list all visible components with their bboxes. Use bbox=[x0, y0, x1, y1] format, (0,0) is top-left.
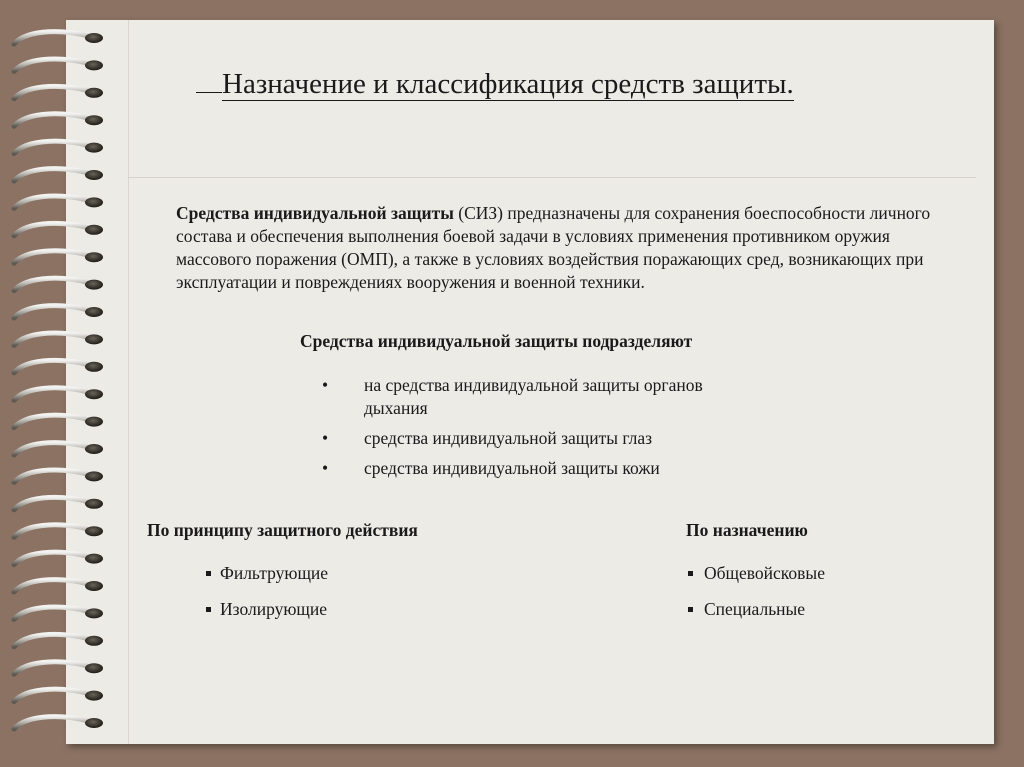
title-divider bbox=[128, 177, 976, 178]
spiral-ring bbox=[14, 717, 103, 729]
spiral-ring bbox=[14, 497, 103, 509]
list-item bbox=[322, 374, 742, 420]
spiral-ring bbox=[14, 525, 103, 537]
slide-title bbox=[196, 68, 956, 101]
spiral-ring bbox=[14, 470, 103, 482]
spiral-ring bbox=[14, 443, 103, 455]
bullet-icon: • bbox=[322, 428, 329, 448]
spiral-ring bbox=[14, 333, 103, 345]
subdivision-list bbox=[322, 374, 742, 487]
list-item-text: на средства индивидуальной защиты органов дыхания bbox=[364, 375, 703, 418]
square-bullet-icon bbox=[206, 571, 211, 576]
definition-text: (СИЗ) предназначены для сохранения боеспособности личного состава и обеспечения выполнения боевой задачи в условиях применения противником оружия массового поражения (ОМП), а также в условиях воздействия поражающих сред, возникающих при эксплуатации и повреждениях вооружения и военной техники. bbox=[176, 203, 931, 292]
subdivision-heading: Средства индивидуальной защиты подразделяют bbox=[300, 331, 693, 351]
spiral-ring bbox=[14, 59, 103, 71]
list-item-text: Изолирующие bbox=[220, 599, 328, 619]
square-bullet-icon bbox=[206, 607, 211, 612]
spiral-ring bbox=[14, 662, 103, 674]
bullet-icon: • bbox=[322, 458, 329, 478]
spiral-ring bbox=[14, 86, 103, 98]
spiral-ring bbox=[14, 169, 103, 181]
spiral-ring bbox=[14, 580, 103, 592]
spiral-ring bbox=[14, 32, 103, 44]
spiral-binding bbox=[8, 22, 118, 742]
spiral-ring bbox=[14, 251, 103, 263]
principle-list bbox=[206, 562, 328, 634]
spiral-ring bbox=[14, 278, 103, 290]
spiral-ring bbox=[14, 360, 103, 372]
spiral-ring bbox=[14, 634, 103, 646]
list-item-text: Специальные bbox=[704, 599, 806, 619]
list-item-text: средства индивидуальной защиты кожи bbox=[364, 458, 660, 478]
list-item bbox=[206, 562, 328, 598]
definition-paragraph bbox=[176, 202, 966, 294]
spiral-ring bbox=[14, 114, 103, 126]
spiral-ring bbox=[14, 607, 103, 619]
definition-term: Средства индивидуальной защиты bbox=[176, 203, 454, 223]
spiral-ring bbox=[14, 141, 103, 153]
spiral-ring bbox=[14, 388, 103, 400]
spiral-ring bbox=[14, 196, 103, 208]
spiral-ring bbox=[14, 223, 103, 235]
title-underline-lead bbox=[196, 92, 222, 93]
spiral-ring bbox=[14, 689, 103, 701]
list-item bbox=[322, 457, 742, 480]
list-item bbox=[322, 427, 742, 450]
purpose-list bbox=[688, 562, 825, 634]
page-margin-line bbox=[128, 20, 129, 744]
spiral-ring bbox=[14, 306, 103, 318]
list-item bbox=[688, 562, 825, 598]
list-item bbox=[688, 598, 825, 634]
square-bullet-icon bbox=[688, 571, 693, 576]
square-bullet-icon bbox=[688, 607, 693, 612]
list-item-text: Общевойсковые bbox=[704, 563, 825, 583]
bullet-icon: • bbox=[322, 375, 329, 395]
principle-heading: По принципу защитного действия bbox=[147, 520, 418, 540]
list-item-text: Фильтрующие bbox=[220, 563, 329, 583]
purpose-heading: По назначению bbox=[686, 520, 808, 540]
title-text: Назначение и классификация средств защиты. bbox=[222, 68, 794, 100]
list-item bbox=[206, 598, 328, 634]
spiral-ring bbox=[14, 552, 103, 564]
spiral-ring bbox=[14, 415, 103, 427]
list-item-text: средства индивидуальной защиты глаз bbox=[364, 428, 653, 448]
